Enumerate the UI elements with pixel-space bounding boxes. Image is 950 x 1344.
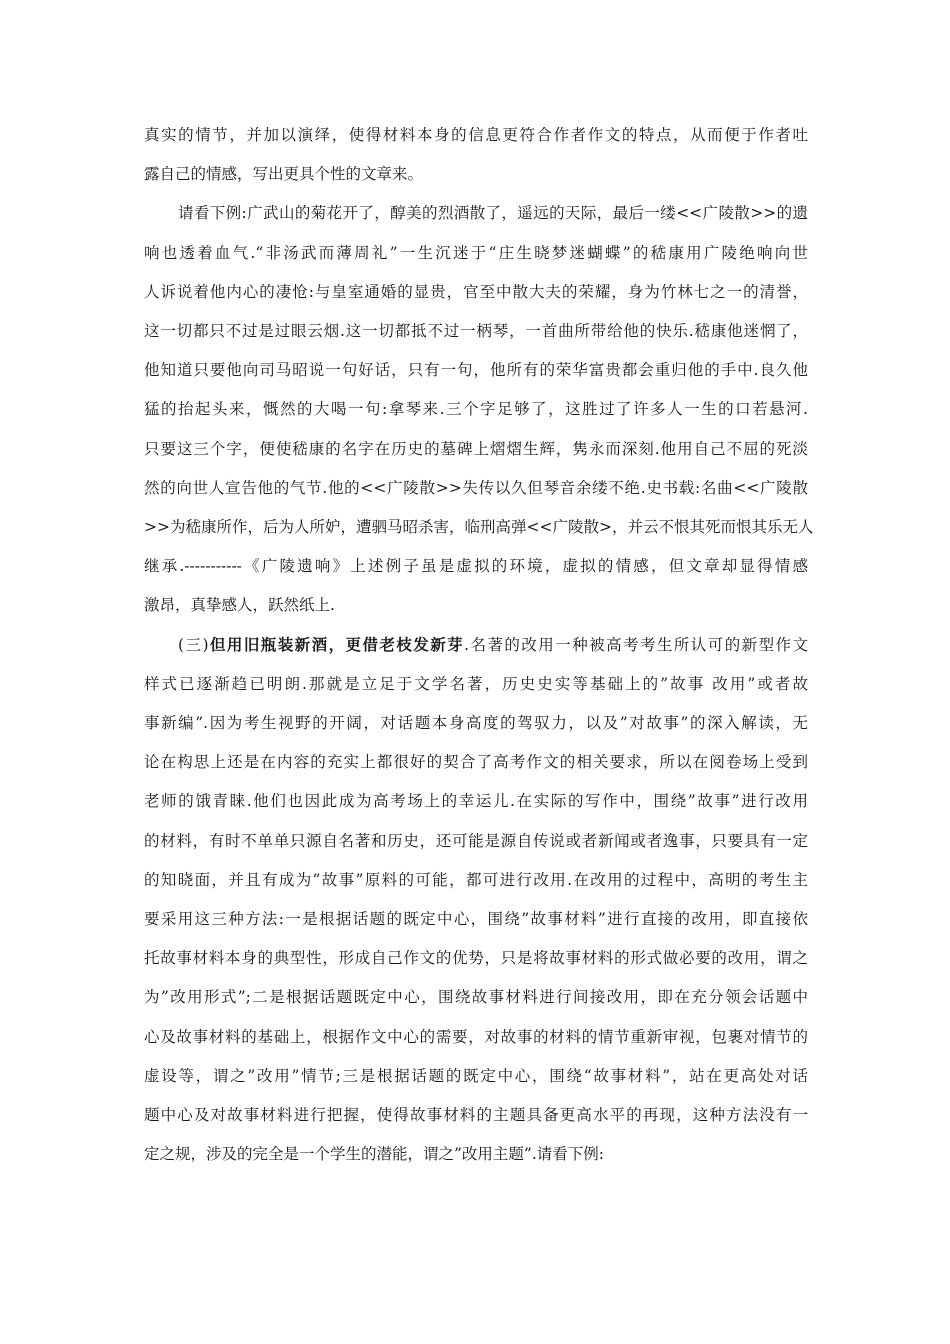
text-line: 露自己的情感，写出更具个性的文章来。 bbox=[144, 165, 424, 184]
text-line: 事新编”.因为考生视野的开阔，对话题本身高度的驾驭力，以及”对故事”的深入解读，无 bbox=[144, 714, 808, 732]
text-line: 心及故事材料的基础上，根据作文中心的需要，对故事的材料的情节重新审视，包裹对情节的 bbox=[144, 1027, 808, 1046]
text-line: 请看下例:广武山的菊花开了，醇美的烈酒散了，遥远的天际，最后一缕<<广陵散>>的遗 bbox=[178, 204, 808, 223]
section-heading: 但用旧瓶装新酒，更借老枝发新芽 bbox=[208, 634, 465, 654]
text-line: 要采用这三种方法:一是根据话题的既定中心，围绕”故事材料”进行直接的改用，即直接依 bbox=[144, 910, 808, 928]
text-line: 虚设等，谓之”改用”情节;三是根据话题的既定中心，围绕“故事材料”，站在更高处对话 bbox=[144, 1066, 808, 1085]
text-line: 托故事材料本身的典型性，形成自己作文的优势，只是将故事材料的形式做必要的改用，谓之 bbox=[144, 949, 808, 968]
text-line: 为”改用形式”;二是根据话题既定中心，围绕故事材料进行间接改用，即在充分领会话题中 bbox=[144, 988, 808, 1007]
section-text: .名著的改用一种被高考考生所认可的新型作文 bbox=[464, 635, 808, 654]
text-line: 论在构思上还是在内容的充实上都很好的契合了高考作文的相关要求，所以在阅卷场上受到 bbox=[144, 753, 808, 772]
text-line: 人诉说着他内心的凄怆:与皇室通婚的显贵，官至中散大夫的荣耀，身为竹林七之一的清誉， bbox=[144, 282, 808, 301]
text-line: 题中心及对故事材料进行把握，使得故事材料的主题具备更高水平的再现，这种方法没有一 bbox=[144, 1106, 808, 1124]
text-line: 老师的饿青睐.他们也因此成为高考场上的幸运儿.在实际的写作中，围绕”故事”进行改用 bbox=[144, 792, 808, 811]
text-line: >>为嵇康所作，后为人所妒，遭驷马昭杀害，临刑高弹<<广陵散>，并云不恨其死而恨其乐无人 bbox=[144, 518, 814, 536]
text-line: 激昂，真挚感人，跃然纸上. bbox=[144, 596, 335, 615]
text-line: 猛的抬起头来，慨然的大喝一句:拿琴来.三个字足够了，这胜过了许多人一生的口若悬河. bbox=[144, 400, 808, 419]
section-number: (三) bbox=[178, 635, 209, 654]
text-line: 的材料，有时不单单只源自名著和历史，还可能是源自传说或者新闻或者逸事，只要具有一定 bbox=[144, 831, 808, 850]
text-line: 的知晓面，并且有成为”故事”原料的可能，都可进行改用.在改用的过程中，高明的考生主 bbox=[144, 870, 808, 889]
text-line: 样式已逐渐趋已明朗.那就是立足于文学名著，历史史实等基础上的”故事 改用”或者故 bbox=[144, 674, 808, 693]
text-line: 定之规，涉及的完全是一个学生的潜能，谓之”改用主题”.请看下例: bbox=[144, 1145, 604, 1164]
text-line: 然的向世人宣告他的气节.他的<<广陵散>>失传以久但琴音余缕不绝.史书载:名曲<<广陵散 bbox=[144, 478, 808, 497]
text-line: 继承.-----------《广陵遗响》上述例子虽是虚拟的环境，虚拟的情感，但文章却显得情感 bbox=[144, 557, 808, 576]
text-line: 响也透着血气.“非汤武而薄周礼”一生沉迷于“庄生晓梦迷蝴蝶”的嵇康用广陵绝响向世 bbox=[144, 243, 808, 262]
text-line: 只要这三个字，便使嵇康的名字在历史的墓碑上熠熠生辉，隽永而深刻.他用自己不屈的死淡 bbox=[144, 439, 808, 458]
text-line: 真实的情节，并加以演绎，使得材料本身的信息更符合作者作文的特点，从而便于作者吐 bbox=[144, 126, 808, 144]
text-line bbox=[178, 628, 808, 662]
text-line: 他知道只要他向司马昭说一句好话，只有一句，他所有的荣华富贵都会重归他的手中.良久他 bbox=[144, 361, 808, 380]
text-line: 这一切都只不过是过眼云烟.这一切都抵不过一柄琴，一首曲所带给他的快乐.嵇康他迷惘了， bbox=[144, 322, 808, 340]
